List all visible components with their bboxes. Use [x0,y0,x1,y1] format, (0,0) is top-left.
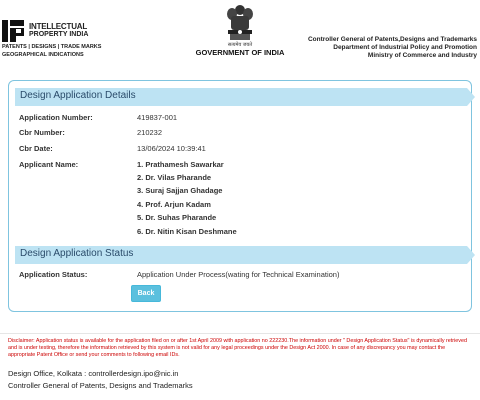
applicant-name: 5. Dr. Suhas Pharande [137,213,217,222]
applicant-name: 4. Prof. Arjun Kadam [137,200,211,209]
disclaimer-text: Disclaimer: Application status is available for the application filed on or after 1st April 2009 with application no 222230.The information under " Design Application Status" is dynamically retrieved and is under testing, therefore the information retrieved by this system is not valid for any legal proceedings under the Design Act 2000. In case of any discrepancy you may contact the appropriate Patent Office or send your comments to following email IDs. [8,338,467,359]
emblem-motto: सत्यमेव जयते [227,42,253,48]
cbr-date-value: 13/06/2024 10:39:41 [137,144,206,153]
design-office-contact: Design Office, Kolkata : controllerdesign.ipo@nic.in [8,369,179,378]
controller-general-footer: Controller General of Patents, Designs and Trademarks [8,381,193,390]
ip-logo-line3: PATENTS | DESIGNS | TRADE MARKS [2,44,102,50]
application-number-label: Application Number: [19,113,93,122]
page-header [0,0,480,70]
application-number-value: 419837-001 [137,113,178,122]
status-section-header [15,246,467,264]
applicant-name: 2. Dr. Vilas Pharande [137,173,212,182]
government-of-india-text: GOVERNMENT OF INDIA [195,48,285,57]
application-status-label: Application Status: [19,270,88,279]
department-title: Department of Industrial Policy and Promotion [333,44,477,51]
ip-logo-line2: PROPERTY INDIA [29,31,89,38]
applicant-name-label: Applicant Name: [19,160,79,169]
ministry-titles [308,36,477,60]
application-panel [8,80,472,312]
government-emblem [195,4,285,62]
applicant-name: 6. Dr. Nitin Kisan Deshmane [137,227,237,236]
ip-logo-line4: GEOGRAPHICAL INDICATIONS [2,52,84,58]
status-section-title: Design Application Status [20,248,134,259]
cbr-number-value: 210232 [137,128,163,137]
controller-general-title: Controller General of Patents,Designs and Trademarks [307,36,477,43]
applicant-name: 3. Suraj Sajjan Ghadage [137,186,223,195]
ip-logo-line1: INTELLECTUAL [29,22,88,31]
ip-india-logo-icon [2,20,26,42]
cbr-date-label: Cbr Date: [19,144,53,153]
applicant-name: 1. Prathamesh Sawarkar [137,160,224,169]
application-status-value: Application Under Process(wating for Technical Examination) [137,270,340,279]
details-section-header [15,88,467,106]
details-section-title: Design Application Details [20,90,136,101]
national-emblem-icon [223,4,257,42]
ministry-title: Ministry of Commerce and Industry [367,52,477,59]
cbr-number-label: Cbr Number: [19,128,65,137]
footer-divider [0,333,480,334]
back-button[interactable]: Back [131,285,161,302]
ip-india-logo [2,20,120,62]
